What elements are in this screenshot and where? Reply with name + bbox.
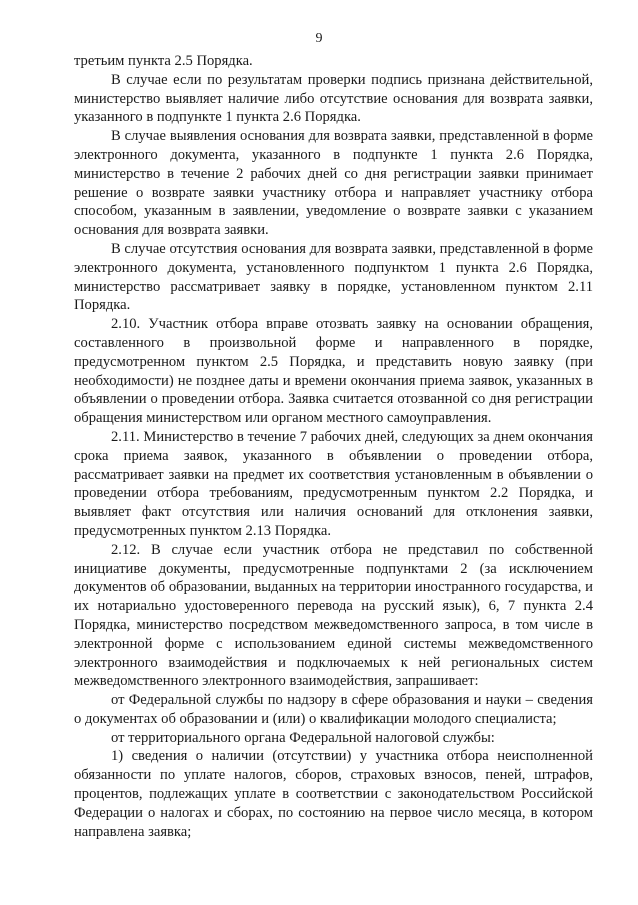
- paragraph: 2.11. Министерство в течение 7 рабочих дней, следующих за днем окончания срока приема заявок, указанного в объявлении о проведении отбора, рассматривает заявки на предмет их соответствия установленным в объявлении о проведении отбора требованиям, предусмотренным пунктом 2.2 Порядка, и выявляет факт отсутствия или наличия оснований для отклонения заявки, предусмотренных пунктом 2.13 Порядка.: [74, 428, 593, 539]
- document-body: [74, 52, 593, 841]
- paragraph: 1) сведения о наличии (отсутствии) у участника отбора неисполненной обязанности по уплате налогов, сборов, страховых взносов, пеней, штрафов, процентов, подлежащих уплате в соответствии с законодательством Российской Федерации о налогах и сборах, по состоянию на первое число месяца, в котором направлена заявка;: [74, 748, 593, 840]
- paragraph: В случае если по результатам проверки подпись признана действительной, министерство выявляет наличие либо отсутствие основания для возврата заявки, указанного в подпункте 1 пункта 2.6 Порядка.: [74, 71, 593, 126]
- paragraph: от Федеральной службы по надзору в сфере образования и науки – сведения о документах об образовании и (или) о квалификации молодого специалиста;: [74, 692, 593, 727]
- paragraph: 2.10. Участник отбора вправе отозвать заявку на основании обращения, составленного в произвольной форме и направленного в порядке, предусмотренном пунктом 2.5 Порядка, и представить новую заявку (при необходимости) не позднее даты и времени окончания приема заявок, указанных в объявлении о проведении отбора. Заявка считается отозванной со дня регистрации обращения министерством или органом местного самоуправления.: [74, 316, 593, 427]
- page-number: 9: [315, 31, 323, 46]
- paragraph: 2.12. В случае если участник отбора не представил по собственной инициативе документы, предусмотренные подпунктами 2 (за исключением документов об образовании, выданных на территории иностранного государства, и их нотариально удостоверенного перевода на русский язык), 6, 7 пункта 2.4 Порядка, министерство посредством межведомственного запроса, в том числе в электронной форме с использованием единой системы межведомственного электронного взаимодействия и подключаемых к ней региональных систем межведомственного электронного взаимодействия, запрашивает:: [74, 541, 593, 690]
- paragraph: от территориального органа Федеральной налоговой службы:: [111, 729, 495, 746]
- paragraph: В случае выявления основания для возврата заявки, представленной в форме электронного документа, указанного в подпункте 1 пункта 2.6 Порядка, министерство в течение 2 рабочих дней со дня регистрации заявки принимает решение о возврате заявки участнику отбора и направляет участнику отбора способом, указанным в заявлении, уведомление о возврате заявки с указанием основания для возврата заявки.: [74, 128, 593, 239]
- paragraph: В случае отсутствия основания для возврата заявки, представленной в форме электронного документа, установленного подпунктом 1 пункта 2.6 Порядка, министерство рассматривает заявку в порядке, установленном пунктом 2.11 Порядка.: [74, 240, 593, 314]
- paragraph: третьим пункта 2.5 Порядка.: [74, 53, 253, 69]
